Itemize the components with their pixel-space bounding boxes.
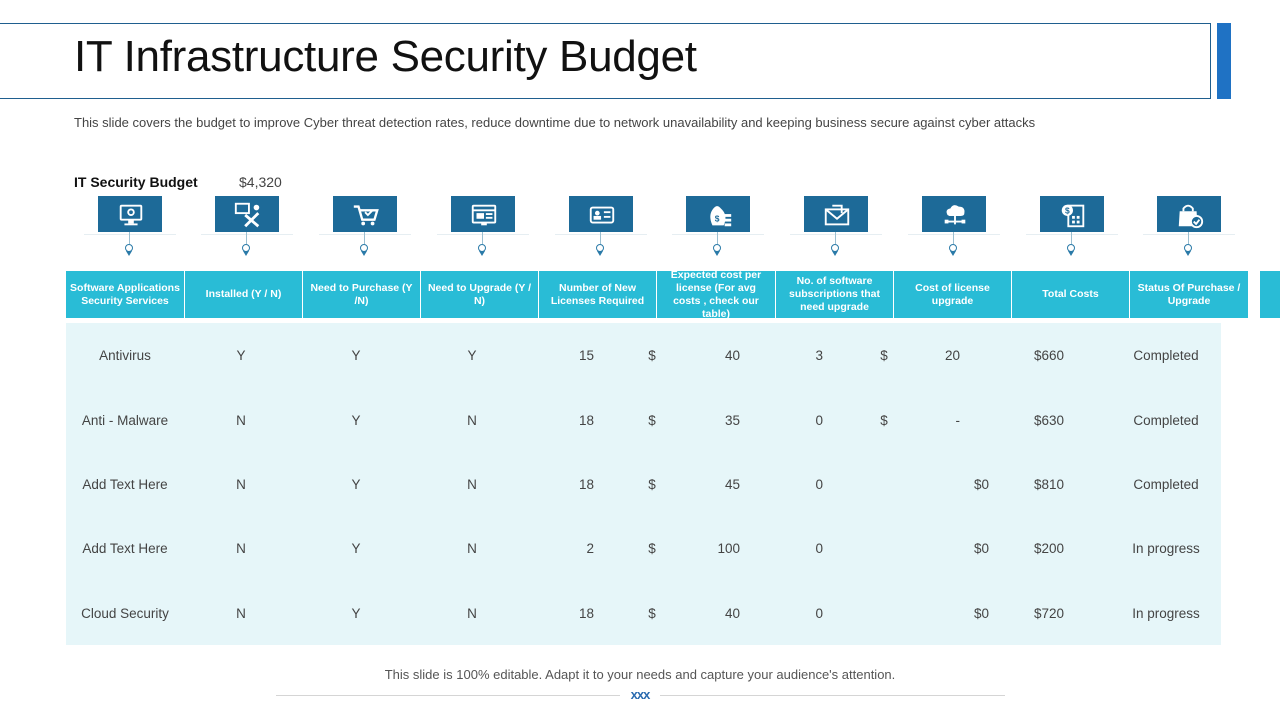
table-cell-subs: 0 xyxy=(815,413,823,428)
icon-shadow xyxy=(790,234,882,235)
table-cell-name: Antivirus xyxy=(99,348,151,363)
table-cell-name: Add Text Here xyxy=(82,477,168,492)
column-header: Total Costs xyxy=(1012,271,1130,318)
table-cell-total: $660 xyxy=(1033,348,1064,363)
table-cell-status: Completed xyxy=(1133,413,1199,428)
svg-text:$: $ xyxy=(1065,205,1070,216)
table-cell-purchase: Y xyxy=(351,606,361,621)
location-pin-icon xyxy=(1184,244,1192,252)
icon-column xyxy=(922,196,986,262)
icon-shadow xyxy=(1143,234,1235,235)
table-cell-cost-symbol: $ xyxy=(648,413,656,428)
page-title: IT Infrastructure Security Budget xyxy=(74,32,697,81)
table-cell-upgrade: Y xyxy=(467,348,477,363)
table-cell-upg-symbol: $ xyxy=(880,348,888,363)
table-cell-status: In progress xyxy=(1132,606,1200,621)
icon-column xyxy=(333,196,397,262)
icon-shadow xyxy=(84,234,176,235)
icon-shadow xyxy=(319,234,411,235)
icon-connector xyxy=(364,232,365,244)
icon-column xyxy=(686,196,750,262)
column-header: Expected cost per license (For avg costs , check our table) xyxy=(657,271,776,318)
icon-connector xyxy=(600,232,601,244)
money-bag-icon xyxy=(686,196,750,232)
table-cell-upgrade: N xyxy=(467,606,477,621)
table-cell-upg-cost: $0 xyxy=(973,541,989,556)
icon-connector xyxy=(246,232,247,244)
budget-value: $4,320 xyxy=(239,174,282,190)
location-pin-icon xyxy=(478,244,486,252)
table-cell-licenses: 15 xyxy=(578,348,594,363)
location-pin-icon xyxy=(360,244,368,252)
icon-connector xyxy=(953,232,954,244)
footer-note: This slide is 100% editable. Adapt it to your needs and capture your audience's attention. xyxy=(384,667,896,682)
icon-shadow xyxy=(555,234,647,235)
table-cell-total: $200 xyxy=(1033,541,1064,556)
accent-bar xyxy=(1217,23,1231,99)
icon-shadow xyxy=(437,234,529,235)
budget-label: IT Security Budget xyxy=(74,174,198,190)
table-cell-installed: N xyxy=(236,541,246,556)
table-cell-licenses: 18 xyxy=(578,477,594,492)
table-cell-purchase: Y xyxy=(351,348,361,363)
icon-column xyxy=(1157,196,1221,262)
table-cell-subs: 3 xyxy=(815,348,823,363)
icon-connector xyxy=(482,232,483,244)
location-pin-icon xyxy=(713,244,721,252)
icon-shadow xyxy=(1026,234,1118,235)
location-pin-icon xyxy=(596,244,604,252)
header-edge-block xyxy=(1260,271,1280,318)
table-cell-cost: 40 xyxy=(724,606,740,621)
cloud-network-icon xyxy=(922,196,986,232)
invoice-icon xyxy=(1040,196,1104,232)
icon-shadow xyxy=(201,234,293,235)
table-cell-upg-symbol: $ xyxy=(880,413,888,428)
table-cell-upg-cost: - xyxy=(955,413,960,428)
table-cell-purchase: Y xyxy=(351,413,361,428)
tools-icon xyxy=(215,196,279,232)
table-cell-cost: 35 xyxy=(724,413,740,428)
table-cell-status: Completed xyxy=(1133,348,1199,363)
icon-shadow xyxy=(908,234,1000,235)
table-cell-installed: N xyxy=(236,413,246,428)
subtitle: This slide covers the budget to improve Cyber threat detection rates, reduce downtime due to network unavailability and keeping business secure against cyber attacks xyxy=(74,115,1036,130)
icon-connector xyxy=(835,232,836,244)
table-cell-name: Anti - Malware xyxy=(81,413,169,428)
icon-column xyxy=(215,196,279,262)
table-cell-cost-symbol: $ xyxy=(648,477,656,492)
location-pin-icon xyxy=(125,244,133,252)
icon-connector xyxy=(717,232,718,244)
icon-column xyxy=(1040,196,1104,262)
table-cell-purchase: Y xyxy=(351,477,361,492)
table-cell-name: Cloud Security xyxy=(81,606,169,621)
location-pin-icon xyxy=(949,244,957,252)
table-cell-purchase: Y xyxy=(351,541,361,556)
table-cell-upg-cost: $0 xyxy=(973,606,989,621)
column-header: Installed (Y / N) xyxy=(185,271,303,318)
table-cell-upgrade: N xyxy=(467,477,477,492)
monitor-settings-icon xyxy=(98,196,162,232)
table-cell-licenses: 18 xyxy=(578,606,594,621)
column-header: No. of software subscriptions that need upgrade xyxy=(776,271,894,318)
location-pin-icon xyxy=(831,244,839,252)
table-cell-upgrade: N xyxy=(467,541,477,556)
table-cell-licenses: 2 xyxy=(586,541,594,556)
column-header: Need to Upgrade (Y / N) xyxy=(421,271,539,318)
location-pin-icon xyxy=(1067,244,1075,252)
table-cell-total: $630 xyxy=(1033,413,1064,428)
table-cell-installed: N xyxy=(236,477,246,492)
column-header: Need to Purchase (Y /N) xyxy=(303,271,421,318)
column-header: Cost of license upgrade xyxy=(894,271,1012,318)
table-cell-status: Completed xyxy=(1133,477,1199,492)
icon-connector xyxy=(129,232,130,244)
table-cell-total: $720 xyxy=(1033,606,1064,621)
table-cell-cost: 100 xyxy=(717,541,740,556)
table-cell-upgrade: N xyxy=(467,413,477,428)
column-header: Software Applications Security Services xyxy=(66,271,185,318)
icon-column xyxy=(569,196,633,262)
icon-connector xyxy=(1188,232,1189,244)
id-card-icon xyxy=(569,196,633,232)
column-header: Number of New Licenses Required xyxy=(539,271,657,318)
table-cell-subs: 0 xyxy=(815,477,823,492)
location-pin-icon xyxy=(242,244,250,252)
icon-column xyxy=(804,196,868,262)
table-cell-subs: 0 xyxy=(815,541,823,556)
table-cell-upg-cost: $0 xyxy=(973,477,989,492)
table-cell-total: $810 xyxy=(1033,477,1064,492)
table-cell-cost-symbol: $ xyxy=(648,348,656,363)
table-cell-name: Add Text Here xyxy=(82,541,168,556)
table-cell-cost: 45 xyxy=(724,477,740,492)
icon-column xyxy=(98,196,162,262)
icon-shadow xyxy=(672,234,764,235)
table-cell-upg-cost: 20 xyxy=(944,348,960,363)
table-cell-installed: Y xyxy=(236,348,246,363)
cart-icon xyxy=(333,196,397,232)
footer-mark: xxx xyxy=(620,688,660,702)
table-cell-subs: 0 xyxy=(815,606,823,621)
table-cell-cost-symbol: $ xyxy=(648,606,656,621)
table-cell-installed: N xyxy=(236,606,246,621)
envelope-icon xyxy=(804,196,868,232)
shopping-bag-check-icon xyxy=(1157,196,1221,232)
table-cell-cost-symbol: $ xyxy=(648,541,656,556)
icon-connector xyxy=(1071,232,1072,244)
table-cell-licenses: 18 xyxy=(578,413,594,428)
icon-column xyxy=(451,196,515,262)
table-cell-cost: 40 xyxy=(724,348,740,363)
svg-text:$: $ xyxy=(714,213,720,224)
browser-window-icon xyxy=(451,196,515,232)
table-cell-status: In progress xyxy=(1132,541,1200,556)
column-header: Status Of Purchase / Upgrade xyxy=(1130,271,1249,318)
